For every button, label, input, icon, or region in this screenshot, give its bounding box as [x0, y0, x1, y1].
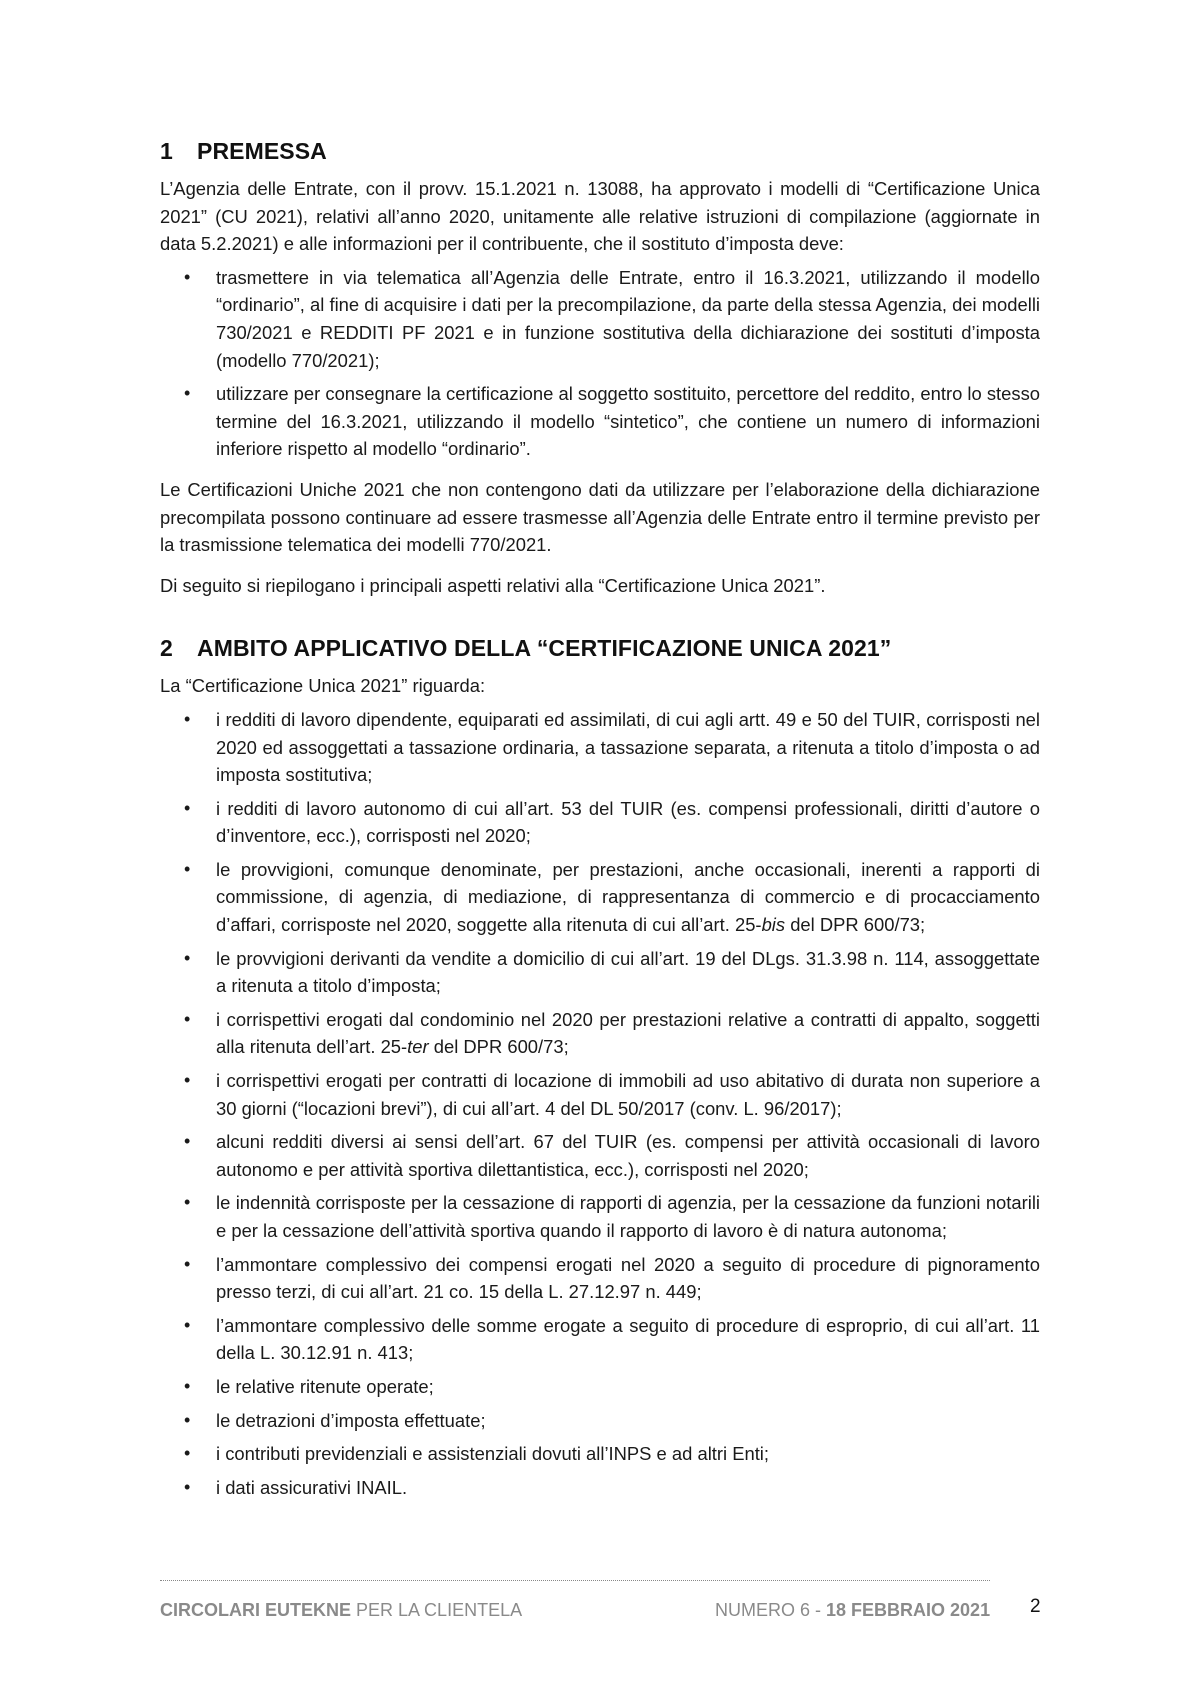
list-item: • le provvigioni derivanti da vendite a domicilio di cui all’art. 19 del DLgs. 31.3.98 n. 114, assoggettate a ritenuta a titolo d’imposta; [160, 945, 1040, 1000]
bullet-list [160, 706, 1040, 1501]
footer-divider [160, 1580, 990, 1581]
bullet-icon: • [184, 797, 191, 818]
paragraph: Le Certificazioni Uniche 2021 che non contengono dati da utilizzare per l’elaborazione della dichiarazione precompilata possono continuare ad essere trasmesse all’Agenzia delle Entrate entro il termine previsto per la trasmissione telematica dei modelli 770/2021. [160, 478, 1040, 556]
list-item: • utilizzare per consegnare la certificazione al soggetto sostituito, percettore del reddito, entro lo stesso termine del 16.3.2021, utilizzando il modello “sintetico”, che contiene un numero di informazioni inferiore rispetto al modello “ordinario”. [160, 380, 1040, 463]
bullet-icon: • [184, 1008, 191, 1029]
bullet-icon: • [184, 1253, 191, 1274]
section-number: 1 [160, 138, 173, 164]
bullet-list [160, 264, 1040, 463]
page-number: 2 [1030, 1596, 1041, 1617]
list-item: • i corrispettivi erogati dal condominio nel 2020 per prestazioni relative a contratti di appalto, soggetti alla ritenuta dell’art. 25-ter del DPR 600/73; [160, 1006, 1040, 1061]
list-item: • l’ammontare complessivo delle somme erogate a seguito di procedure di esproprio, di cui all’art. 11 della L. 30.12.91 n. 413; [160, 1312, 1040, 1367]
list-item: • le relative ritenute operate; [160, 1373, 1040, 1401]
list-item: • i redditi di lavoro autonomo di cui all’art. 53 del TUIR (es. compensi professionali, diritti d’autore o d’inventore, ecc.), corrisposti nel 2020; [160, 795, 1040, 850]
bullet-icon: • [184, 1192, 191, 1213]
section-2-heading [160, 635, 1040, 662]
paragraph: La “Certificazione Unica 2021” riguarda: [160, 675, 486, 697]
list-item: • le provvigioni, comunque denominate, per prestazioni, anche occasionali, inerenti a rapporti di commissione, di agenzia, di mediazione, di rappresentanza di commercio e di procacciamento d’affari, corrisposte nel 2020, soggette alla ritenuta di cui all’art. 25-bis del DPR 600/73; [160, 856, 1040, 939]
bullet-icon: • [184, 858, 191, 879]
section-title: PREMESSA [197, 138, 327, 164]
bullet-icon: • [184, 1131, 191, 1152]
list-item: • i redditi di lavoro dipendente, equiparati ed assimilati, di cui agli artt. 49 e 50 del TUIR, corrisposti nel 2020 ed assoggettati a tassazione ordinaria, a tassazione separata, a ritenuta a titolo d’imposta o ad imposta sostitutiva; [160, 706, 1040, 789]
bullet-icon: • [184, 383, 191, 404]
bullet-icon: • [184, 1443, 191, 1464]
bullet-icon: • [184, 708, 191, 729]
page-footer [160, 1596, 1041, 1621]
bullet-icon: • [184, 947, 191, 968]
bullet-icon: • [184, 266, 191, 287]
list-item: • i dati assicurativi INAIL. [160, 1474, 1040, 1502]
section-1-heading [160, 138, 1040, 165]
list-item: • trasmettere in via telematica all’Agenzia delle Entrate, entro il 16.3.2021, utilizzando il modello “ordinario”, al fine di acquisire i dati per la precompilazione, da parte della stessa Agenzia, dei modelli 730/2021 e REDDITI PF 2021 e in funzione sostitutiva della dichiarazione dei sostituti d’imposta (modello 770/2021); [160, 264, 1040, 374]
bullet-icon: • [184, 1070, 191, 1091]
bullet-icon: • [184, 1375, 191, 1396]
list-item: • i contributi previdenziali e assistenziali dovuti all’INPS e ad altri Enti; [160, 1440, 1040, 1468]
paragraph: Di seguito si riepilogano i principali aspetti relativi alla “Certificazione Unica 2021”. [160, 574, 826, 596]
page-content [160, 138, 1040, 1501]
footer-brand: CIRCOLARI EUTEKNE PER LA CLIENTELA [160, 1600, 523, 1620]
section-number: 2 [160, 635, 173, 662]
bullet-icon: • [184, 1476, 191, 1497]
list-item: • le indennità corrisposte per la cessazione di rapporti di agenzia, per la cessazione da funzioni notarili e per la cessazione dell’attività sportiva quando il rapporto di lavoro è di natura autonoma; [160, 1189, 1040, 1244]
list-item: • l’ammontare complessivo dei compensi erogati nel 2020 a seguito di procedure di pignoramento presso terzi, di cui all’art. 21 co. 15 della L. 27.12.97 n. 449; [160, 1251, 1040, 1306]
list-item: • le detrazioni d’imposta effettuate; [160, 1407, 1040, 1435]
section-title: AMBITO APPLICATIVO DELLA “CERTIFICAZIONE UNICA 2021” [197, 635, 892, 662]
bullet-icon: • [184, 1409, 191, 1430]
list-item: • alcuni redditi diversi ai sensi dell’art. 67 del TUIR (es. compensi per attività occasionali di lavoro autonomo e per attività sportiva dilettantistica, ecc.), corrisposti nel 2020; [160, 1128, 1040, 1183]
paragraph: L’Agenzia delle Entrate, con il provv. 15.1.2021 n. 13088, ha approvato i modelli di “Certificazione Unica 2021” (CU 2021), relativi all’anno 2020, unitamente alle relative istruzioni di compilazione (aggiornate in data 5.2.2021) e alle informazioni per il contribuente, che il sostituto d’imposta deve: [160, 178, 1040, 255]
footer-issue: NUMERO 6 - 18 FEBBRAIO 2021 [715, 1600, 991, 1620]
list-item: • i corrispettivi erogati per contratti di locazione di immobili ad uso abitativo di durata non superiore a 30 giorni (“locazioni brevi”), di cui all’art. 4 del DL 50/2017 (conv. L. 96/2017); [160, 1067, 1040, 1122]
bullet-icon: • [184, 1314, 191, 1335]
footer-date: 18 FEBBRAIO 2021 [826, 1600, 991, 1620]
